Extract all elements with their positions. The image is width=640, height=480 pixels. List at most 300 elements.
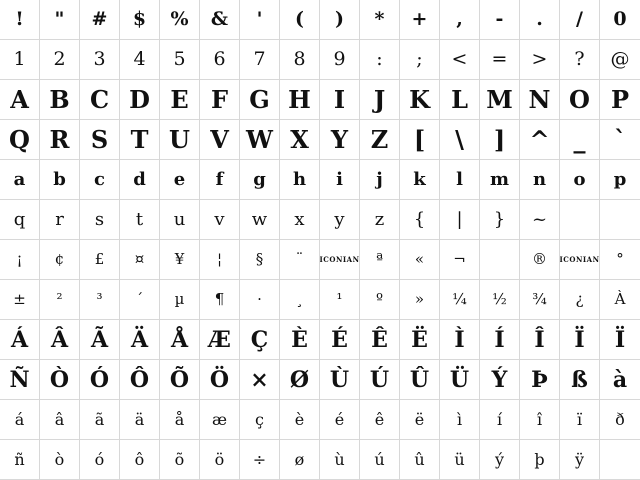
glyph-cell[interactable] bbox=[160, 80, 200, 120]
glyph-cell[interactable] bbox=[200, 240, 240, 280]
glyph-cell[interactable] bbox=[520, 120, 560, 160]
glyph-character: ö bbox=[214, 449, 225, 469]
glyph-character: ¼ bbox=[452, 290, 467, 308]
glyph-cell[interactable] bbox=[480, 120, 520, 160]
glyph-character: [ bbox=[413, 124, 426, 154]
glyph-cell[interactable] bbox=[400, 200, 440, 240]
glyph-cell[interactable] bbox=[400, 360, 440, 400]
glyph-cell[interactable] bbox=[240, 320, 280, 360]
glyph-character: { bbox=[413, 208, 426, 230]
glyph-cell[interactable] bbox=[120, 40, 160, 80]
glyph-cell[interactable] bbox=[520, 80, 560, 120]
glyph-character: » bbox=[414, 290, 425, 308]
glyph-cell[interactable] bbox=[400, 80, 440, 120]
glyph-cell[interactable] bbox=[40, 320, 80, 360]
glyph-cell[interactable] bbox=[120, 0, 160, 40]
glyph-cell[interactable] bbox=[80, 440, 120, 480]
glyph-cell[interactable] bbox=[80, 400, 120, 440]
glyph-cell[interactable] bbox=[120, 240, 160, 280]
glyph-character: Z bbox=[370, 124, 389, 154]
glyph-character: é bbox=[334, 409, 345, 429]
glyph-cell[interactable] bbox=[520, 280, 560, 320]
glyph-character: 1 bbox=[13, 48, 26, 70]
glyph-cell[interactable] bbox=[120, 80, 160, 120]
glyph-character: à bbox=[612, 366, 628, 393]
glyph-character: Ú bbox=[369, 366, 390, 393]
glyph-cell[interactable] bbox=[520, 240, 560, 280]
glyph-cell[interactable] bbox=[400, 240, 440, 280]
glyph-character: ã bbox=[94, 409, 105, 429]
glyph-character: Ô bbox=[129, 366, 150, 393]
glyph-character: A bbox=[10, 84, 29, 114]
glyph-character: ß bbox=[571, 366, 588, 393]
glyph-cell[interactable] bbox=[320, 160, 360, 200]
glyph-cell[interactable] bbox=[0, 360, 40, 400]
glyph-character: Ç bbox=[250, 326, 269, 353]
glyph-character: ~ bbox=[531, 208, 548, 230]
glyph-cell[interactable] bbox=[440, 400, 480, 440]
glyph-character: # bbox=[91, 8, 108, 30]
glyph-character: ( bbox=[295, 8, 304, 30]
glyph-cell[interactable] bbox=[0, 240, 40, 280]
glyph-cell[interactable] bbox=[560, 120, 600, 160]
glyph-cell[interactable] bbox=[120, 360, 160, 400]
glyph-character: C bbox=[89, 84, 110, 114]
glyph-cell[interactable] bbox=[440, 360, 480, 400]
glyph-cell[interactable] bbox=[600, 440, 640, 480]
glyph-cell[interactable] bbox=[280, 240, 320, 280]
glyph-cell[interactable] bbox=[320, 80, 360, 120]
glyph-cell[interactable] bbox=[400, 320, 440, 360]
glyph-character: Ë bbox=[411, 326, 428, 353]
glyph-character: D bbox=[129, 84, 150, 114]
glyph-character: Þ bbox=[531, 366, 548, 393]
glyph-cell[interactable] bbox=[320, 400, 360, 440]
glyph-character: È bbox=[291, 326, 308, 353]
glyph-character: e bbox=[173, 168, 186, 190]
glyph-character: K bbox=[409, 84, 430, 114]
glyph-cell[interactable] bbox=[600, 80, 640, 120]
glyph-character: \ bbox=[455, 124, 464, 154]
glyph-cell[interactable] bbox=[560, 320, 600, 360]
glyph-character: R bbox=[49, 124, 70, 154]
glyph-character: ` bbox=[614, 124, 626, 154]
glyph-cell[interactable] bbox=[440, 200, 480, 240]
glyph-cell[interactable] bbox=[160, 320, 200, 360]
glyph-cell[interactable] bbox=[440, 80, 480, 120]
glyph-character: 9 bbox=[333, 48, 346, 70]
glyph-character: > bbox=[531, 48, 548, 70]
glyph-cell[interactable] bbox=[440, 440, 480, 480]
glyph-cell[interactable] bbox=[40, 280, 80, 320]
glyph-cell[interactable] bbox=[120, 400, 160, 440]
glyph-cell[interactable] bbox=[320, 440, 360, 480]
glyph-character: ² bbox=[56, 290, 63, 308]
glyph-cell[interactable] bbox=[480, 0, 520, 40]
glyph-cell[interactable] bbox=[40, 0, 80, 40]
glyph-character: ä bbox=[134, 409, 145, 429]
glyph-cell[interactable] bbox=[80, 240, 120, 280]
glyph-cell[interactable] bbox=[0, 200, 40, 240]
glyph-character: ¡ bbox=[16, 250, 23, 268]
glyph-character: a bbox=[13, 168, 26, 190]
glyph-cell[interactable] bbox=[320, 200, 360, 240]
glyph-character: ^ bbox=[529, 124, 550, 154]
glyph-cell[interactable] bbox=[480, 440, 520, 480]
glyph-cell[interactable] bbox=[560, 240, 600, 280]
glyph-cell[interactable] bbox=[120, 440, 160, 480]
glyph-cell[interactable] bbox=[120, 200, 160, 240]
glyph-cell[interactable] bbox=[520, 320, 560, 360]
glyph-cell[interactable] bbox=[240, 0, 280, 40]
glyph-cell[interactable] bbox=[560, 160, 600, 200]
glyph-cell[interactable] bbox=[440, 40, 480, 80]
glyph-cell[interactable] bbox=[120, 160, 160, 200]
glyph-character: " bbox=[54, 8, 65, 30]
glyph-character: õ bbox=[174, 449, 185, 469]
glyph-cell[interactable] bbox=[480, 320, 520, 360]
glyph-cell[interactable] bbox=[40, 80, 80, 120]
glyph-cell[interactable] bbox=[440, 0, 480, 40]
glyph-cell[interactable] bbox=[320, 280, 360, 320]
glyph-cell[interactable] bbox=[280, 360, 320, 400]
glyph-cell[interactable] bbox=[600, 120, 640, 160]
glyph-cell[interactable] bbox=[240, 80, 280, 120]
glyph-cell[interactable] bbox=[560, 200, 600, 240]
glyph-cell[interactable] bbox=[40, 400, 80, 440]
glyph-cell[interactable] bbox=[400, 280, 440, 320]
glyph-character: Ý bbox=[491, 366, 508, 393]
glyph-cell[interactable] bbox=[360, 400, 400, 440]
glyph-character: À bbox=[614, 290, 626, 308]
glyph-cell[interactable] bbox=[600, 0, 640, 40]
glyph-cell[interactable] bbox=[0, 400, 40, 440]
glyph-cell[interactable] bbox=[0, 120, 40, 160]
glyph-character: ± bbox=[13, 290, 26, 308]
glyph-character: « bbox=[414, 250, 425, 268]
glyph-character: O bbox=[569, 84, 590, 114]
glyph-cell[interactable] bbox=[200, 200, 240, 240]
glyph-cell[interactable] bbox=[160, 240, 200, 280]
glyph-cell[interactable] bbox=[240, 200, 280, 240]
glyph-cell[interactable] bbox=[360, 240, 400, 280]
glyph-character: ï bbox=[576, 409, 583, 429]
glyph-character: Î bbox=[534, 326, 545, 353]
glyph-cell[interactable] bbox=[280, 80, 320, 120]
glyph-cell[interactable] bbox=[240, 240, 280, 280]
glyph-cell[interactable] bbox=[360, 440, 400, 480]
glyph-character: E bbox=[170, 84, 189, 114]
glyph-cell[interactable] bbox=[480, 200, 520, 240]
glyph-cell[interactable] bbox=[80, 80, 120, 120]
glyph-cell[interactable] bbox=[0, 40, 40, 80]
glyph-cell[interactable] bbox=[280, 440, 320, 480]
glyph-cell[interactable] bbox=[320, 240, 360, 280]
glyph-character: ª bbox=[375, 250, 384, 268]
glyph-character: ´ bbox=[135, 290, 144, 308]
glyph-character: ³ bbox=[96, 290, 103, 308]
glyph-character: ; bbox=[416, 48, 423, 70]
glyph-cell[interactable] bbox=[160, 160, 200, 200]
glyph-cell[interactable] bbox=[240, 440, 280, 480]
glyph-character: ' bbox=[256, 8, 263, 30]
glyph-cell[interactable] bbox=[400, 0, 440, 40]
glyph-cell[interactable] bbox=[200, 280, 240, 320]
glyph-cell[interactable] bbox=[600, 400, 640, 440]
glyph-character: º bbox=[375, 290, 384, 308]
glyph-character: z bbox=[374, 208, 385, 230]
glyph-cell[interactable] bbox=[280, 160, 320, 200]
glyph-character: b bbox=[53, 168, 66, 190]
glyph-character: Ù bbox=[329, 366, 350, 393]
glyph-character: î bbox=[536, 409, 543, 429]
glyph-cell[interactable] bbox=[160, 0, 200, 40]
glyph-character: % bbox=[170, 8, 189, 30]
glyph-cell[interactable] bbox=[80, 160, 120, 200]
glyph-cell[interactable] bbox=[160, 120, 200, 160]
glyph-character: ¦ bbox=[216, 250, 223, 268]
glyph-cell[interactable] bbox=[560, 440, 600, 480]
glyph-cell[interactable] bbox=[600, 200, 640, 240]
glyph-cell[interactable] bbox=[280, 120, 320, 160]
glyph-cell[interactable] bbox=[240, 360, 280, 400]
glyph-cell[interactable] bbox=[600, 240, 640, 280]
glyph-character: i bbox=[336, 168, 343, 190]
glyph-cell[interactable] bbox=[440, 320, 480, 360]
glyph-character: h bbox=[292, 168, 307, 190]
glyph-cell[interactable] bbox=[440, 240, 480, 280]
glyph-character: Ò bbox=[49, 366, 70, 393]
glyph-cell[interactable] bbox=[80, 40, 120, 80]
glyph-character: ® bbox=[532, 250, 547, 268]
glyph-cell[interactable] bbox=[400, 440, 440, 480]
glyph-cell[interactable] bbox=[160, 360, 200, 400]
glyph-cell[interactable] bbox=[280, 40, 320, 80]
glyph-character: * bbox=[374, 8, 385, 30]
glyph-cell[interactable] bbox=[80, 0, 120, 40]
glyph-cell[interactable] bbox=[200, 440, 240, 480]
glyph-cell[interactable] bbox=[40, 40, 80, 80]
glyph-cell[interactable] bbox=[0, 80, 40, 120]
glyph-character: Y bbox=[330, 124, 349, 154]
glyph-character: ) bbox=[335, 8, 344, 30]
glyph-cell[interactable] bbox=[320, 320, 360, 360]
glyph-cell[interactable] bbox=[600, 40, 640, 80]
glyph-cell[interactable] bbox=[200, 0, 240, 40]
glyph-cell[interactable] bbox=[320, 40, 360, 80]
glyph-cell[interactable] bbox=[520, 160, 560, 200]
glyph-cell[interactable] bbox=[200, 400, 240, 440]
glyph-cell[interactable] bbox=[160, 280, 200, 320]
glyph-cell[interactable] bbox=[320, 0, 360, 40]
glyph-cell[interactable] bbox=[80, 360, 120, 400]
glyph-cell[interactable] bbox=[40, 160, 80, 200]
glyph-cell[interactable] bbox=[240, 160, 280, 200]
glyph-cell[interactable] bbox=[560, 360, 600, 400]
glyph-cell[interactable] bbox=[360, 120, 400, 160]
glyph-cell[interactable] bbox=[280, 280, 320, 320]
glyph-cell[interactable] bbox=[200, 360, 240, 400]
glyph-cell[interactable] bbox=[240, 40, 280, 80]
glyph-cell[interactable] bbox=[0, 280, 40, 320]
glyph-cell[interactable] bbox=[520, 0, 560, 40]
glyph-character: 8 bbox=[293, 48, 306, 70]
glyph-cell[interactable] bbox=[560, 280, 600, 320]
glyph-character: ð bbox=[615, 409, 625, 429]
glyph-character: ¥ bbox=[174, 250, 185, 268]
glyph-cell[interactable] bbox=[600, 280, 640, 320]
glyph-cell[interactable] bbox=[520, 400, 560, 440]
glyph-cell[interactable] bbox=[360, 160, 400, 200]
glyph-character: d bbox=[133, 168, 146, 190]
glyph-character: × bbox=[250, 366, 269, 393]
glyph-cell[interactable] bbox=[200, 80, 240, 120]
glyph-character: V bbox=[210, 124, 229, 154]
glyph-cell[interactable] bbox=[280, 400, 320, 440]
glyph-character: r bbox=[55, 208, 64, 230]
glyph-cell[interactable] bbox=[280, 200, 320, 240]
glyph-cell[interactable] bbox=[520, 200, 560, 240]
glyph-cell[interactable] bbox=[320, 360, 360, 400]
glyph-character: L bbox=[451, 84, 468, 114]
glyph-cell[interactable] bbox=[480, 280, 520, 320]
glyph-cell[interactable] bbox=[80, 280, 120, 320]
glyph-cell[interactable] bbox=[320, 120, 360, 160]
glyph-cell[interactable] bbox=[40, 240, 80, 280]
glyph-character: 4 bbox=[133, 48, 146, 70]
glyph-character: ¿ bbox=[575, 290, 584, 308]
glyph-character: 3 bbox=[93, 48, 106, 70]
glyph-cell[interactable] bbox=[40, 360, 80, 400]
glyph-character: Q bbox=[9, 124, 30, 154]
glyph-character: Ü bbox=[449, 366, 470, 393]
glyph-cell[interactable] bbox=[480, 160, 520, 200]
glyph-character: ø bbox=[294, 449, 305, 469]
glyph-cell[interactable] bbox=[560, 0, 600, 40]
glyph-cell[interactable] bbox=[520, 40, 560, 80]
glyph-cell[interactable] bbox=[240, 280, 280, 320]
glyph-character: ü bbox=[454, 449, 465, 469]
glyph-character: y bbox=[334, 208, 345, 230]
glyph-cell[interactable] bbox=[360, 0, 400, 40]
glyph-character: æ bbox=[211, 409, 228, 429]
glyph-cell[interactable] bbox=[440, 280, 480, 320]
glyph-cell[interactable] bbox=[400, 160, 440, 200]
glyph-cell[interactable] bbox=[480, 240, 520, 280]
glyph-cell[interactable] bbox=[400, 120, 440, 160]
glyph-cell[interactable] bbox=[440, 160, 480, 200]
glyph-character: I bbox=[333, 84, 346, 114]
glyph-character: N bbox=[528, 84, 551, 114]
glyph-character: v bbox=[214, 208, 225, 230]
glyph-character: É bbox=[331, 326, 348, 353]
glyph-cell[interactable] bbox=[160, 400, 200, 440]
glyph-cell[interactable] bbox=[360, 80, 400, 120]
glyph-cell[interactable] bbox=[240, 120, 280, 160]
glyph-cell[interactable] bbox=[280, 0, 320, 40]
glyph-cell[interactable] bbox=[120, 120, 160, 160]
glyph-cell[interactable] bbox=[480, 40, 520, 80]
glyph-character: 7 bbox=[253, 48, 266, 70]
foundry-logo-glyph: ICONIAN bbox=[320, 255, 360, 264]
glyph-cell[interactable] bbox=[560, 80, 600, 120]
glyph-cell[interactable] bbox=[160, 40, 200, 80]
glyph-cell[interactable] bbox=[280, 320, 320, 360]
glyph-cell[interactable] bbox=[360, 40, 400, 80]
glyph-cell[interactable] bbox=[520, 360, 560, 400]
glyph-cell[interactable] bbox=[0, 160, 40, 200]
glyph-character: j bbox=[376, 168, 383, 190]
glyph-character: f bbox=[215, 168, 224, 190]
glyph-character: á bbox=[14, 409, 25, 429]
glyph-cell[interactable] bbox=[480, 400, 520, 440]
glyph-cell[interactable] bbox=[560, 40, 600, 80]
glyph-cell[interactable] bbox=[200, 160, 240, 200]
glyph-cell[interactable] bbox=[560, 400, 600, 440]
glyph-character: k bbox=[413, 168, 426, 190]
glyph-cell[interactable] bbox=[80, 120, 120, 160]
glyph-cell[interactable] bbox=[400, 400, 440, 440]
glyph-character: Õ bbox=[169, 366, 190, 393]
glyph-cell[interactable] bbox=[0, 0, 40, 40]
glyph-cell[interactable] bbox=[600, 360, 640, 400]
glyph-cell[interactable] bbox=[160, 440, 200, 480]
glyph-cell[interactable] bbox=[80, 200, 120, 240]
glyph-cell[interactable] bbox=[40, 120, 80, 160]
glyph-cell[interactable] bbox=[360, 360, 400, 400]
glyph-character: T bbox=[130, 124, 149, 154]
glyph-character: Ø bbox=[289, 366, 310, 393]
glyph-character: Ñ bbox=[9, 366, 30, 393]
glyph-character: ñ bbox=[14, 449, 25, 469]
glyph-cell[interactable] bbox=[360, 200, 400, 240]
glyph-cell[interactable] bbox=[200, 40, 240, 80]
glyph-cell[interactable] bbox=[240, 400, 280, 440]
glyph-cell[interactable] bbox=[600, 320, 640, 360]
glyph-character: w bbox=[251, 208, 268, 230]
glyph-cell[interactable] bbox=[0, 440, 40, 480]
glyph-cell[interactable] bbox=[40, 200, 80, 240]
glyph-cell[interactable] bbox=[400, 40, 440, 80]
glyph-character: ë bbox=[414, 409, 425, 429]
glyph-character: ¶ bbox=[214, 290, 225, 308]
glyph-cell[interactable] bbox=[480, 80, 520, 120]
glyph-cell[interactable] bbox=[80, 320, 120, 360]
glyph-cell[interactable] bbox=[160, 200, 200, 240]
glyph-cell[interactable] bbox=[600, 160, 640, 200]
glyph-cell[interactable] bbox=[200, 320, 240, 360]
glyph-character: ù bbox=[334, 449, 345, 469]
glyph-character: â bbox=[54, 409, 65, 429]
glyph-character: Ö bbox=[209, 366, 230, 393]
glyph-cell[interactable] bbox=[120, 320, 160, 360]
glyph-character: B bbox=[49, 84, 70, 114]
glyph-cell[interactable] bbox=[360, 280, 400, 320]
glyph-character: ] bbox=[493, 124, 506, 154]
glyph-cell[interactable] bbox=[440, 120, 480, 160]
glyph-character: P bbox=[610, 84, 630, 114]
glyph-cell[interactable] bbox=[0, 320, 40, 360]
glyph-cell[interactable] bbox=[40, 440, 80, 480]
glyph-character: S bbox=[90, 124, 109, 154]
glyph-character: ÿ bbox=[574, 449, 585, 469]
glyph-character: · bbox=[257, 290, 262, 308]
glyph-cell[interactable] bbox=[120, 280, 160, 320]
glyph-cell[interactable] bbox=[480, 360, 520, 400]
glyph-cell[interactable] bbox=[360, 320, 400, 360]
glyph-cell[interactable] bbox=[520, 440, 560, 480]
glyph-cell[interactable] bbox=[200, 120, 240, 160]
